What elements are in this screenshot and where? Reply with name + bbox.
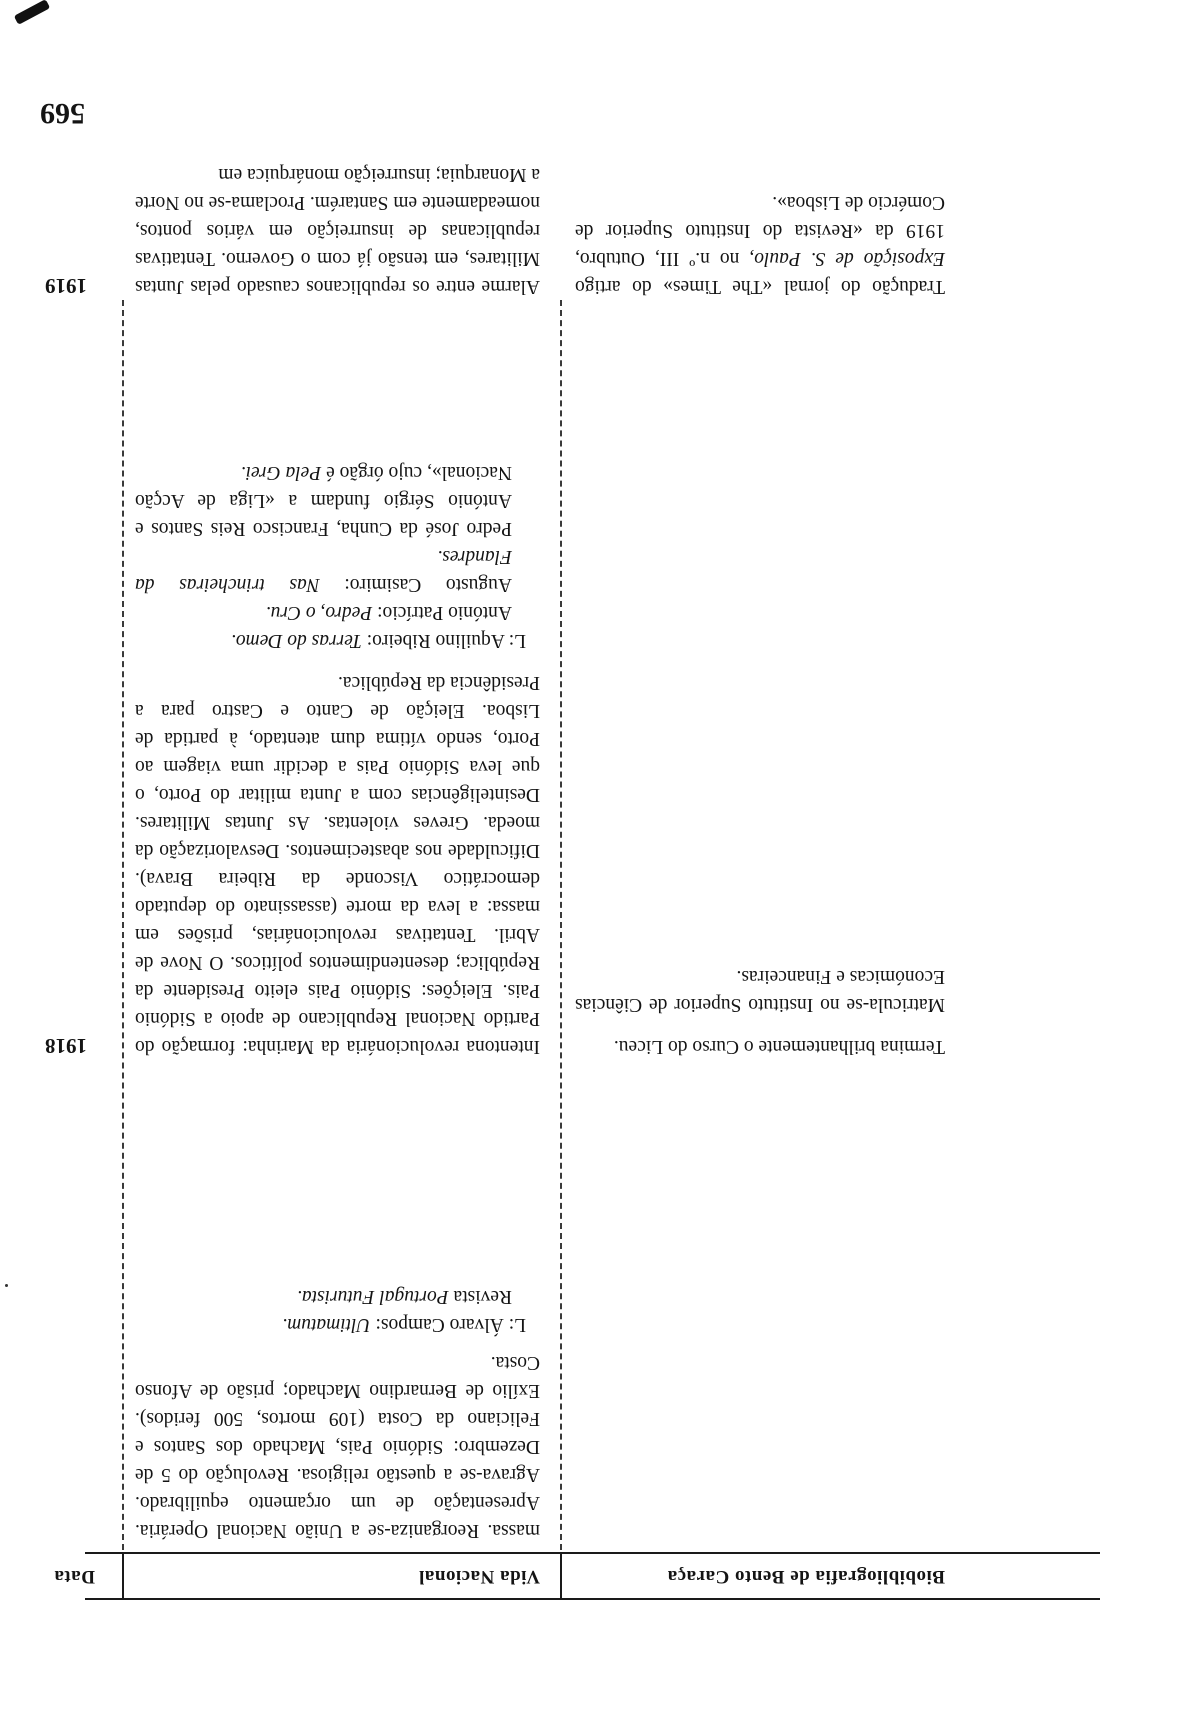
vida-1919-paragraph: Alarme entre os republicanos causado pelas Juntas Militares, em tensão já com o Governo. Tentativas republicanas de insurreição em vários pontos, nomeadamente em Santarém. Proclama-se no Norte a Monarquia; insurreição monárquica em bbox=[134, 164, 540, 297]
vida-continuation-paragraph: massa. Reorganiza-se a União Nacional Operária. Apresentação de um orçamento equilibrado. Agrava-se a questão religiosa. Revolução do 5 de Dezembro: Sidónio Pais, Machado dos Santos e Feliciano da Costa (109 mortos, 500 feridos). Exílio de Bernardino Machado; prisão de Afonso Costa. bbox=[135, 1352, 540, 1541]
lit-1918-work-pela-grei: Pela Grei. bbox=[240, 462, 322, 483]
column-divider-vida bbox=[560, 300, 562, 1550]
lit-1918-liga-accao-nacional: Pedro José da Cunha, Francisco Reis Santos e António Sérgio fundam a «Liga de Acção Nacional», cujo órgão é bbox=[135, 462, 512, 539]
scan-speck bbox=[5, 1284, 8, 1287]
bio-1919-exposicao-s-paulo: Exposição de S. Paulo, bbox=[749, 248, 945, 269]
header-vida-nacional: Vida Nacional bbox=[418, 1566, 540, 1587]
vida-1919-column bbox=[135, 160, 540, 300]
lit-1917-revista-prefix: Revista bbox=[448, 1286, 512, 1307]
header-top-rule bbox=[85, 1598, 1100, 1600]
column-divider-data bbox=[122, 300, 124, 1550]
lit-1918-work-pedro-o-cru: Pedro, o Cru. bbox=[265, 602, 373, 623]
bio-1919-revista: no n.º III, Outubro, 1919 da «Revista do Instituto Superior de Comércio de Lisboa». bbox=[575, 192, 945, 269]
scan-corner-mark bbox=[14, 0, 50, 25]
lit-1917-work-ultimatum: Ultimatum. bbox=[282, 1314, 371, 1335]
literature-1917 bbox=[135, 1282, 540, 1338]
column-divider-header bbox=[560, 1552, 562, 1600]
literature-1918 bbox=[135, 458, 540, 654]
lit-1918-patricio: António Patrício: bbox=[372, 602, 512, 623]
lit-1918-casimiro: Augusto Casimiro: bbox=[319, 574, 512, 595]
bio-1918-column bbox=[575, 962, 945, 1060]
lit-1918-aquilino: L: Aquilino Ribeiro: bbox=[361, 630, 526, 651]
bio-1919-column bbox=[575, 188, 945, 300]
vida-1918-column bbox=[135, 458, 540, 1060]
lit-1917-prefix: L: Álvaro Campos: bbox=[370, 1314, 526, 1335]
bio-1918-matricula: Matricula-se no Instituto Superior de Ciências Económicas e Financeiras. bbox=[575, 966, 945, 1015]
vida-1918-paragraph: Intentona revolucionária da Marinha: formação do Partido Nacional Republicano de apoio a Sidónio Pais. Eleições: Sidónio Pais eleito Presidente da República; desentendimentos políticos. O Nove de Abril. Tentativas revolucionárias, prisões em massa: a leva da morte (assassinato do deputado democrático Visconde da Ribeira Brava). Dificuldade nos abastecimentos. Desvalorização da moeda. Greves violentas. As Juntas Militares. Desinteligências com a Junta militar do Porto, o que leva Sidónio Pais a decidir uma viagem ao Porto, sendo vítima dum atentado, à partida de Lisboa. Eleição de Canto e Castro para a Presidência da República. bbox=[135, 672, 540, 1057]
year-1918: 1918 bbox=[45, 1034, 87, 1058]
lit-1918-work-nas-trincheiras: Nas trincheiras da Flandres. bbox=[135, 546, 512, 595]
header-data: Data bbox=[53, 1566, 95, 1587]
lit-1917-work-portugal-futurista: Portugal Futurista. bbox=[296, 1286, 449, 1307]
column-divider-header-right bbox=[122, 1552, 124, 1600]
bio-1918-curso-liceu: Termina brilhantemente o Curso do Liceu. bbox=[613, 1036, 945, 1057]
bio-1919-traducao: Tradução do jornal «The Times» do artigo bbox=[575, 276, 945, 297]
vida-nacional-column bbox=[135, 1282, 540, 1544]
year-1919: 1919 bbox=[45, 274, 87, 298]
header-bottom-rule bbox=[85, 1552, 1100, 1554]
header-biobibliografia: Biobibliografia de Bento Caraça bbox=[667, 1566, 945, 1587]
lit-1918-work-terras-do-demo: Terras do Demo. bbox=[230, 630, 362, 651]
page-number: 569 bbox=[40, 97, 85, 130]
